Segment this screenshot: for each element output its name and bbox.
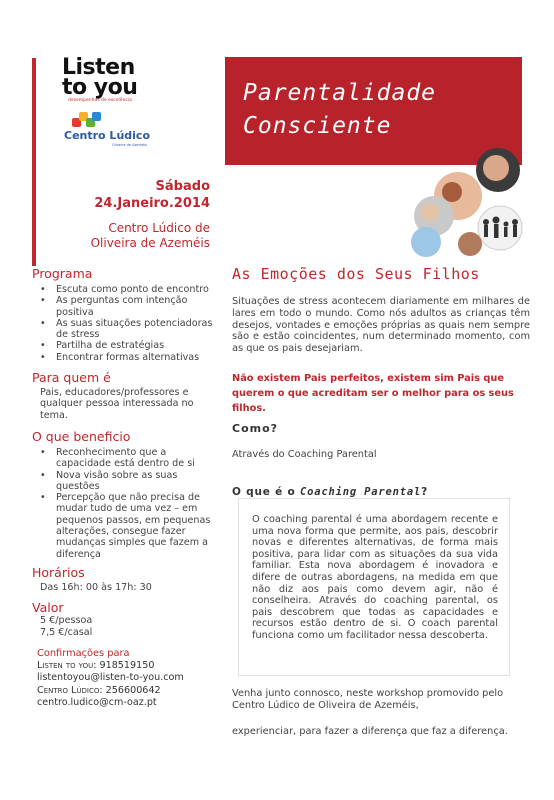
- closing-paragraph: experienciar, para fazer a diferença que faz a diferença.: [232, 726, 508, 737]
- oque-heading: O que é o Coaching Parental?: [232, 486, 428, 498]
- left-column: [32, 266, 220, 710]
- invite-paragraph: Venha junto connosco, neste workshop promovido pelo Centro Lúdico de Oliveira de Azeméis,: [232, 688, 504, 711]
- emocoes-heading: As Emoções dos Seus Filhos: [232, 265, 480, 283]
- list-item: • Escuta como ponto de encontro: [32, 284, 220, 295]
- definition-text: O coaching parental é uma abordagem recente e uma nova forma que permite, aos pais, descobrir novas e diferentes alternativas, de forma mais positiva, para lidar com as situações da sua vida familiar. Esta nova abordagem é inovadora e difere de outras abordagens, na medida em que não diz aos pais como devem agir, não é conselheira. Através do coaching parental, os pais descobrem que todas as capacidades e recursos estão dentro de si. O coach parental funciona como um facilitador nessa descoberta.: [252, 514, 498, 641]
- list-item: • As suas situações potenciadoras de stress: [32, 318, 220, 341]
- event-info: [60, 178, 210, 251]
- list-item: • As perguntas com intenção positiva: [32, 295, 220, 318]
- centro-ludico-logo: [64, 112, 174, 148]
- list-item: • Nova visão sobre as suas questões: [32, 470, 220, 493]
- confirmacoes-phone-cl: Centro Lúdico: 256600642: [37, 684, 161, 696]
- confirmacoes-heading: Confirmações para: [37, 647, 130, 659]
- valor-line1: 5 €/pessoa: [40, 615, 93, 627]
- confirmacoes-email-cl[interactable]: centro.ludico@cm-oaz.pt: [37, 697, 157, 709]
- family-photo-collage: [400, 148, 525, 258]
- logo-line2: to you: [62, 75, 138, 100]
- como-heading: Como?: [232, 422, 279, 435]
- intro-paragraph: Situações de stress acontecem diariamente em milhares de lares em todo o mundo. Como nós adultos as crianças têm desejos, vontades e emoções próprias as quais nem sempre são e estão coincidentes, num determinado momento, com as que os pais desejariam.: [232, 296, 530, 355]
- puzzle-icon: [72, 112, 100, 130]
- centro-ludico-sub: Oliveira de Azeméis: [112, 143, 147, 147]
- centro-ludico-name: Centro Lúdico: [64, 129, 150, 142]
- valor-line2: 7,5 €/casal: [40, 626, 93, 638]
- horarios-text: Das 16h: 00 às 17h: 30: [40, 581, 152, 593]
- collage-icon: [400, 148, 525, 258]
- confirmacoes-phone-lty: Listen to you: 918519150: [37, 659, 155, 671]
- para-quem-heading: Para quem é: [32, 370, 111, 386]
- event-place-line1: Centro Lúdico de: [108, 221, 210, 235]
- event-day: Sábado: [155, 179, 210, 194]
- para-quem-text: Pais, educadores/professores e qualquer pessoa interessada no tema.: [40, 387, 194, 421]
- left-accent-bar: [32, 58, 36, 266]
- logo-line1: Listen: [62, 55, 135, 80]
- event-place-line2: Oliveira de Azeméis: [90, 236, 210, 250]
- list-item: • Reconhecimento que a capacidade está dentro de si: [32, 447, 220, 470]
- logo-tagline: desempenhos de excelência: [68, 98, 132, 103]
- confirmacoes-email-lty[interactable]: listentoyou@listen-to-you.com: [37, 672, 184, 684]
- event-date: 24.Janeiro.2014: [94, 196, 210, 211]
- list-item: • Partilha de estratégias: [32, 340, 220, 351]
- highlight-paragraph: Não existem Pais perfeitos, existem sim Pais que querem o que acreditam ser o melhor para os seus filhos.: [232, 373, 514, 414]
- beneficio-list: [32, 447, 220, 560]
- beneficio-heading: O que beneficio: [32, 428, 131, 444]
- valor-heading: Valor: [32, 600, 64, 616]
- programa-list: [32, 284, 220, 363]
- horarios-heading: Horários: [32, 564, 85, 580]
- como-answer: Através do Coaching Parental: [232, 449, 377, 460]
- hero-title: Parentalidade Consciente: [243, 80, 437, 139]
- listen-to-you-logo: [62, 55, 152, 103]
- list-item: • Percepção que não precisa de mudar tudo de uma vez – em pequenos passos, em pequenas alterações, consegue fazer mudanças simples que fazem a diferença: [32, 492, 220, 560]
- programa-heading: Programa: [32, 266, 93, 281]
- list-item: • Encontrar formas alternativas: [32, 352, 220, 363]
